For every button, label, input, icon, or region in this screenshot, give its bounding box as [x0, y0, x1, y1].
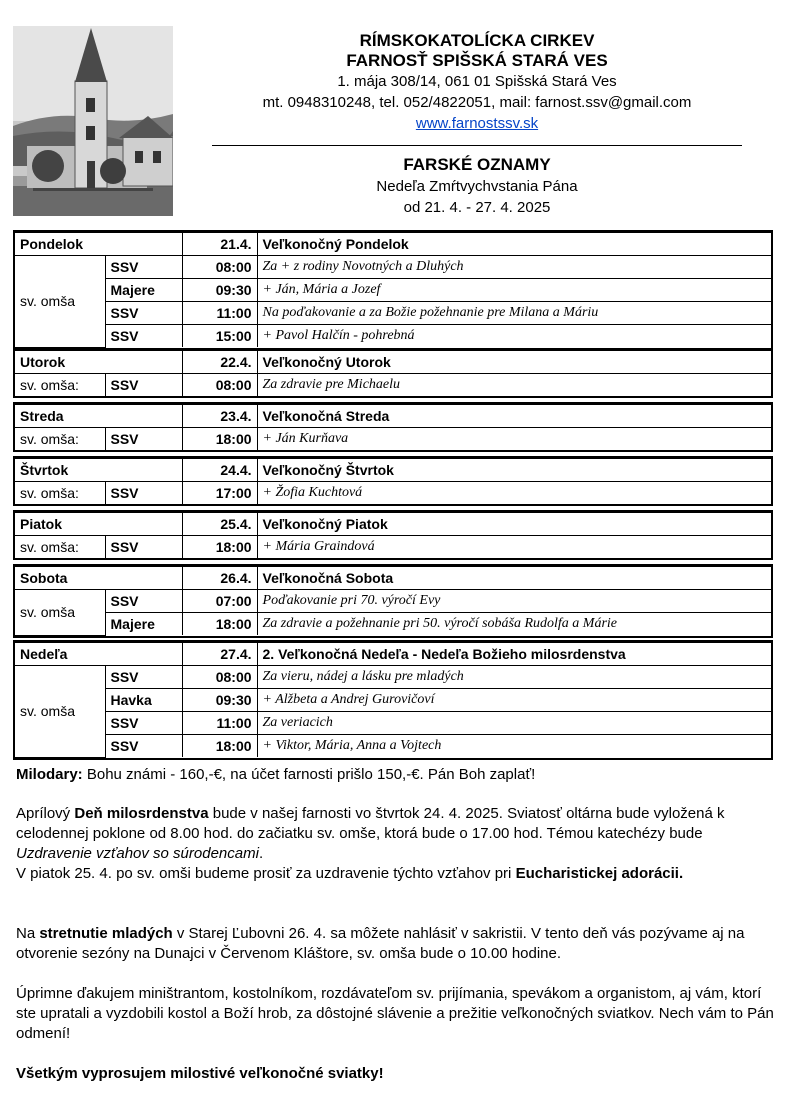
mass-intention: Za veriacich [257, 712, 771, 735]
day-name: Sobota [15, 567, 182, 590]
mass-intention: + Ján Kurňava [257, 428, 771, 451]
mass-label: sv. omša: [15, 374, 105, 397]
page-subtitle: Nedeľa Zmŕtvychvstania Pána [376, 178, 578, 195]
feast-name: 2. Veľkonočná Nedeľa - Nedeľa Božieho milosrdenstva [257, 643, 771, 666]
parish-address: 1. mája 308/14, 061 01 Spišská Stará Ves [337, 73, 617, 90]
mass-time: 18:00 [182, 536, 257, 559]
day-header-row [15, 233, 771, 256]
feast-name: Veľkonočný Utorok [257, 351, 771, 374]
mass-label: sv. omša [15, 590, 105, 636]
mass-time: 15:00 [182, 325, 257, 348]
mass-time: 18:00 [182, 613, 257, 636]
day-date: 27.4. [182, 643, 257, 666]
website-link[interactable]: www.farnostssv.sk [415, 115, 539, 132]
day-date: 25.4. [182, 513, 257, 536]
parish-name: FARNOSŤ SPIŠSKÁ STARÁ VES [346, 51, 608, 70]
mass-intention: + Viktor, Mária, Anna a Vojtech [257, 735, 771, 758]
mass-place: SSV [105, 666, 182, 689]
youth-meeting-note: Na stretnutie mladých v Starej Ľubovni 26. 4. sa môžete nahlásiť v sakristii. V tento deň vás pozývame aj na otvorenie sezóny na Dunajci v Červenom Kláštore, sv. omša bude o 10.00 hodine. [16, 925, 745, 962]
day-block [13, 402, 773, 452]
mass-time: 18:00 [182, 428, 257, 451]
day-name: Piatok [15, 513, 182, 536]
mass-label: sv. omša: [15, 428, 105, 451]
day-block [13, 564, 773, 638]
mass-place: SSV [105, 302, 182, 325]
mass-row [15, 374, 771, 397]
day-date: 22.4. [182, 351, 257, 374]
mass-intention: Na poďakovanie a za Božie požehnanie pre Milana a Máriu [257, 302, 771, 325]
header-divider [212, 145, 742, 146]
mass-intention: + Mária Graindová [257, 536, 771, 559]
mass-place: SSV [105, 712, 182, 735]
mass-time: 11:00 [182, 712, 257, 735]
mass-place: SSV [105, 536, 182, 559]
mass-intention: Za + z rodiny Novotných a Dluhých [257, 256, 771, 279]
mass-place: SSV [105, 590, 182, 613]
date-range: od 21. 4. - 27. 4. 2025 [403, 199, 551, 216]
church-name: RÍMSKOKATOLÍCKA CIRKEV [359, 31, 595, 50]
mass-place: Havka [105, 689, 182, 712]
day-name: Pondelok [15, 233, 182, 256]
mass-time: 08:00 [182, 256, 257, 279]
mass-time: 08:00 [182, 666, 257, 689]
closing-wish: Všetkým vyprosujem milostivé veľkonočné sviatky! [16, 1065, 384, 1082]
mass-place: Majere [105, 279, 182, 302]
mercy-day-note: Aprílový Deň milosrdenstva bude v našej farnosti vo štvrtok 24. 4. 2025. Sviatosť oltárna bude vyložená k celodennej poklone od 8.00 hod. do začiatku sv. omše, ktorá bude o 17.00 hod. Témou katechézy bude Uzdravenie vzťahov so súrodencami. V piatok 25. 4. po sv. omši budeme prosiť za uzdravenie týchto vzťahov pri Eucharistickej adorácii. [16, 805, 725, 882]
parish-contact: mt. 0948310248, tel. 052/4822051, mail: farnost.ssv@gmail.com [262, 94, 692, 111]
mass-time: 09:30 [182, 279, 257, 302]
mass-label: sv. omša [15, 666, 105, 758]
thanks-note: Úprimne ďakujem miništrantom, kostolníkom, rozdávateľom sv. prijímania, spevákom a organistom, aj vám, ktorí ste upratali a vyzdobili kostol a Boží hrob, za dôstojné slávenie a prežitie veľkonočných sviatkov. Nech vám to Pán odmení! [16, 985, 774, 1042]
feast-name: Veľkonočný Pondelok [257, 233, 771, 256]
mass-row [15, 302, 771, 325]
mass-place: SSV [105, 735, 182, 758]
mass-row [15, 689, 771, 712]
mass-time: 18:00 [182, 735, 257, 758]
mass-place: Majere [105, 613, 182, 636]
mass-intention: + Alžbeta a Andrej Gurovičoví [257, 689, 771, 712]
mass-intention: + Ján, Mária a Jozef [257, 279, 771, 302]
day-name: Streda [15, 405, 182, 428]
church-photo [13, 26, 173, 216]
mass-time: 09:30 [182, 689, 257, 712]
mass-row [15, 536, 771, 559]
mass-row [15, 428, 771, 451]
mass-time: 11:00 [182, 302, 257, 325]
day-block [13, 510, 773, 560]
feast-name: Veľkonočný Štvrtok [257, 459, 771, 482]
day-block [13, 640, 773, 760]
mass-intention: Za vieru, nádej a lásku pre mladých [257, 666, 771, 689]
feast-name: Veľkonočná Streda [257, 405, 771, 428]
mass-label: sv. omša: [15, 536, 105, 559]
mass-place: SSV [105, 374, 182, 397]
mass-time: 08:00 [182, 374, 257, 397]
mass-row [15, 325, 771, 348]
mass-row [15, 666, 771, 689]
mass-intention: + Pavol Halčín - pohrebná [257, 325, 771, 348]
mass-place: SSV [105, 428, 182, 451]
day-header-row [15, 513, 771, 536]
day-date: 23.4. [182, 405, 257, 428]
mass-intention: Za zdravie pre Michaelu [257, 374, 771, 397]
day-name: Štvrtok [15, 459, 182, 482]
mass-row [15, 712, 771, 735]
day-block [13, 456, 773, 506]
mass-row [15, 590, 771, 613]
mass-place: SSV [105, 325, 182, 348]
mass-row [15, 482, 771, 505]
mass-row [15, 256, 771, 279]
day-block [13, 348, 773, 398]
mass-place: SSV [105, 256, 182, 279]
mass-intention: Poďakovanie pri 70. výročí Evy [257, 590, 771, 613]
day-name: Utorok [15, 351, 182, 374]
mass-intention: + Žofia Kuchtová [257, 482, 771, 505]
day-date: 24.4. [182, 459, 257, 482]
day-header-row [15, 643, 771, 666]
day-date: 26.4. [182, 567, 257, 590]
day-header-row [15, 567, 771, 590]
day-block [13, 230, 773, 350]
page-title: FARSKÉ OZNAMY [403, 155, 551, 174]
day-date: 21.4. [182, 233, 257, 256]
day-name: Nedeľa [15, 643, 182, 666]
day-header-row [15, 405, 771, 428]
donations-note: Milodary: Bohu známi - 160,-€, na účet farnosti prišlo 150,-€. Pán Boh zaplať! [16, 766, 536, 783]
mass-label: sv. omša: [15, 482, 105, 505]
mass-intention: Za zdravie a požehnanie pri 50. výročí sobáša Rudolfa a Márie [257, 613, 771, 636]
mass-label: sv. omša [15, 256, 105, 348]
mass-row [15, 279, 771, 302]
mass-row [15, 613, 771, 636]
mass-place: SSV [105, 482, 182, 505]
mass-time: 07:00 [182, 590, 257, 613]
mass-row [15, 735, 771, 758]
mass-time: 17:00 [182, 482, 257, 505]
feast-name: Veľkonočný Piatok [257, 513, 771, 536]
day-header-row [15, 351, 771, 374]
feast-name: Veľkonočná Sobota [257, 567, 771, 590]
day-header-row [15, 459, 771, 482]
